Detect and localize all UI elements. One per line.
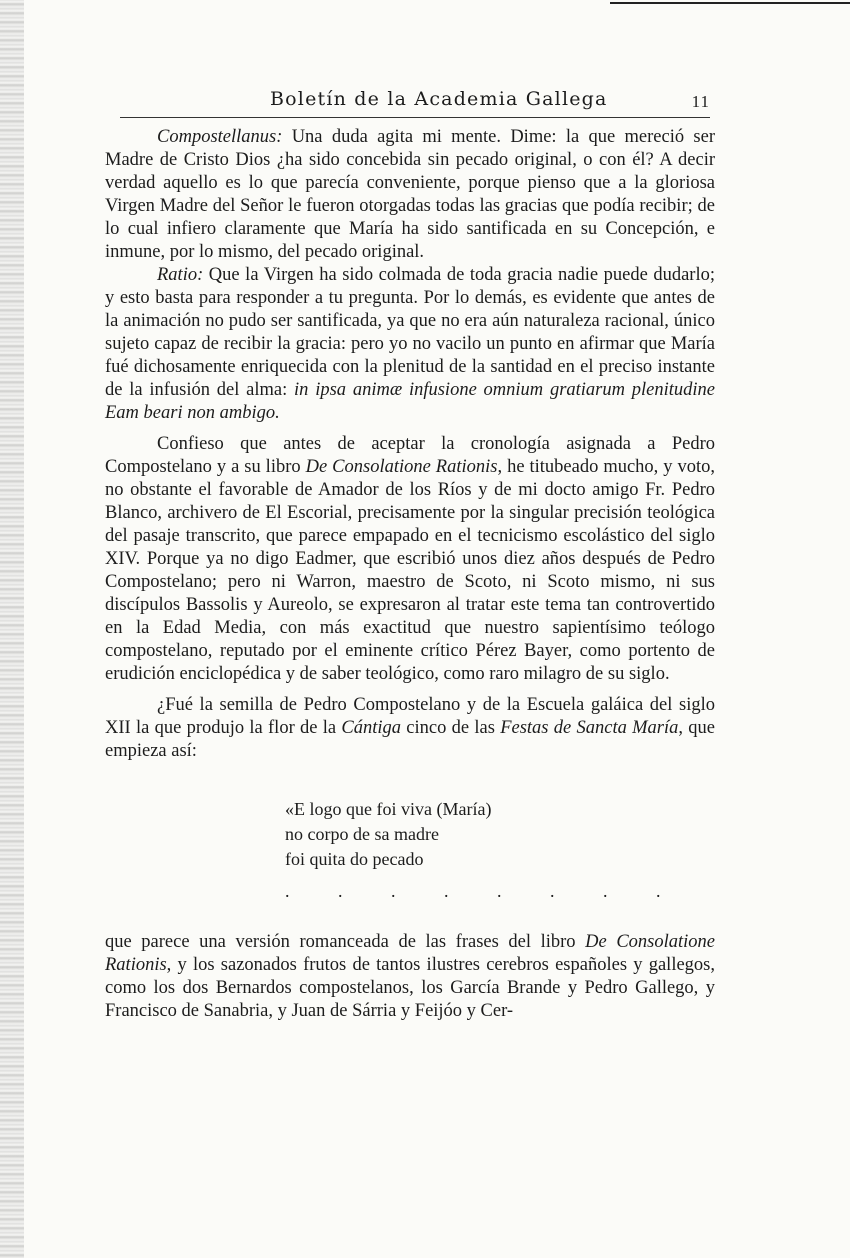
top-edge-rule [610,2,850,4]
latin-quote: in ipsa animæ infusione omnium gratiarum plenitudine Eam beari non ambigo. [105,380,715,423]
running-header [120,86,710,118]
paragraph-confieso: Confieso que antes de aceptar la cronología asignada a Pedro Compostelano y a su libro De Consolatione Rationis, he titubeado mucho, y voto, no obstante el favorable de Amador de los Ríos y de mi docto amigo Fr. Pedro Blanco, archivero de El Escorial, precisamente por la singular precisión teológica del pasaje transcrito, que parece empapado en el tecnicismo escolástico del siglo XIV. Porque ya no digo Eadmer, que escribió unos diez años después de Pedro Compostelano; pero ni Warron, maestro de Scoto, ni Scoto mismo, ni sus discípulos Bassolis y Aureolo, se expresaron al tratar este tema tan controvertido en la Edad Media, con más exactitud que nuestro sapientísimo teólogo compostelano, reputado por el eminente crítico Pérez Bayer, como portento de erudición enciclopédica y de saber teológico, como raro milagro de su siglo. [105,434,716,684]
verse-quote [285,797,715,872]
speaker-compostellanus: Compostellanus: [157,127,283,147]
page-number: 11 [691,92,710,111]
book-title: De Consolatione Rationis [305,457,498,477]
cantiga-word: Cántiga [341,718,401,738]
paragraph-compostellanus: Compostellanus: Una duda agita mi mente. Dime: la que mereció ser Madre de Cristo Dios ¿ha sido concebida sin pecado original, o con él? A decir verdad aquello es lo que parecía conveniente, porque pienso que a la gloriosa Virgen Madre del Señor le fueron otorgadas todas las gracias que podía recibir; de lo cual infiero claramente que María ha sido santificada en su Concepción, e inmune, por lo mismo, del pecado original. [105,127,715,262]
festas-title: Festas de Sancta María [500,718,679,738]
book-title-2: De Consolatione Rationis [105,932,715,975]
speaker-ratio: Ratio: [157,265,204,285]
journal-title: Boletín de la Academia Gallega [270,88,608,110]
book-spine-edge [0,0,24,1258]
verse-ellipsis: . . . . . . . . [285,881,683,901]
paragraph-continuation: que parece una versión romanceada de las frases del libro De Consolatione Rationis, y los sazonados frutos de tantos ilustres cerebros españoles y gallegos, como los dos Bernardos compostelanos, los García Brande y Pedro Gallego, y Francisco de Sanabria, y Juan de Sárria y Feijóo y Cer- [105,932,715,1021]
header-rule [120,117,710,118]
verse-line: «E logo que foi viva (María) [285,799,492,819]
verse-line: foi quita do pecado [285,849,424,869]
verse-line: no corpo de sa madre [285,824,439,844]
paragraph-ratio: Ratio: Que la Virgen ha sido colmada de toda gracia nadie puede dudarlo; y esto basta para responder a tu pregunta. Por lo demás, es evidente que antes de la animación no pudo ser santificada, ya que no era aún naturaleza racional, único sujeto capaz de recibir la gracia: pero yo no vacilo un punto en afirmar que María fué dichosamente enriquecida con la plenitud de la santidad en el preciso instante de la infusión del alma: in ipsa animæ infusione omnium gratiarum plenitudine Eam beari non ambigo. [105,265,715,423]
page-body [105,126,715,1023]
paragraph-semilla: ¿Fué la semilla de Pedro Compostelano y de la Escuela galáica del siglo XII la que produjo la flor de la Cántiga cinco de las Festas de Sancta María, que empieza así: [105,695,716,761]
